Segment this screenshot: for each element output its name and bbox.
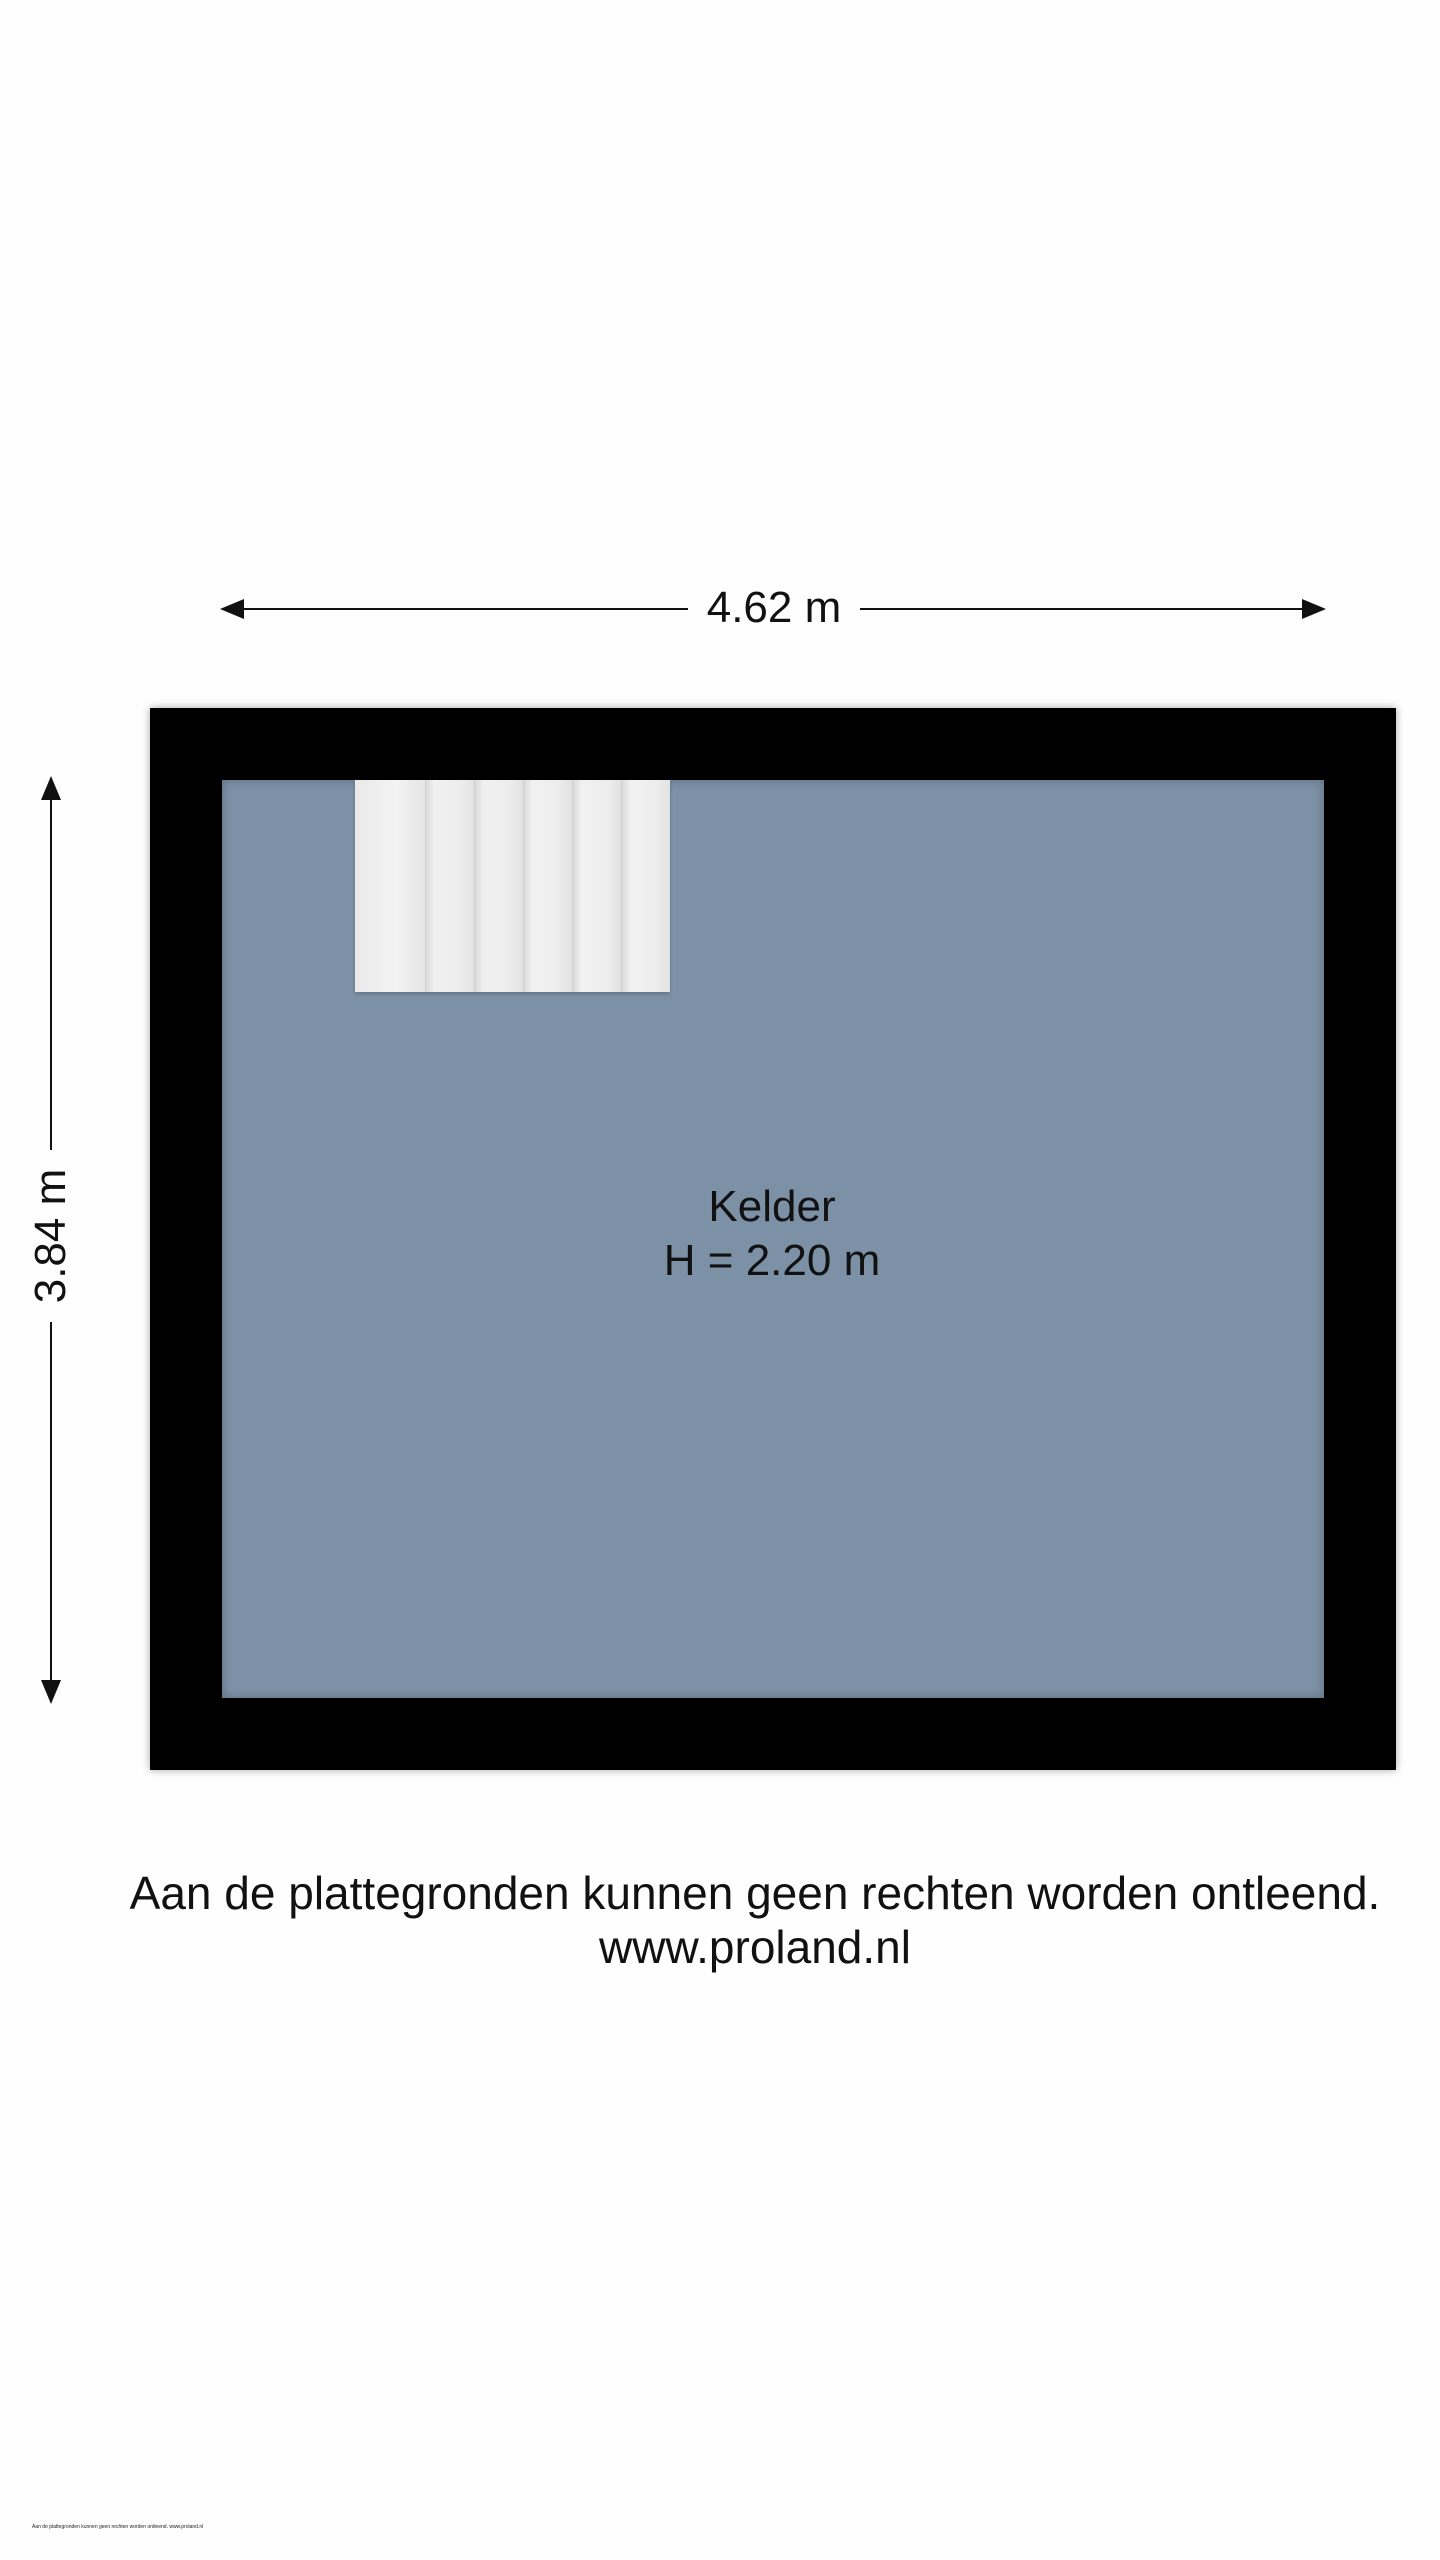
width-dimension-line-left	[236, 608, 688, 610]
stair-step	[524, 780, 573, 992]
website-text: www.proland.nl	[599, 1921, 911, 1973]
height-dimension-label: 3.84 m	[26, 1168, 75, 1304]
room-name: Kelder	[708, 1182, 836, 1231]
width-dimension-line-right	[860, 608, 1306, 610]
width-dimension-label: 4.62 m	[706, 583, 842, 632]
fine-print: Aan de plattegronden kunnen geen rechten worden ontleend. www.proland.nl	[32, 2524, 204, 2530]
disclaimer-block	[80, 1866, 1430, 1974]
arrow-down-icon	[41, 1680, 61, 1704]
room-height: H = 2.20 m	[663, 1236, 881, 1285]
height-dimension-line-bottom	[50, 1322, 52, 1686]
arrow-right-icon	[1302, 599, 1326, 619]
stair-step	[475, 780, 524, 992]
stair-step	[622, 780, 670, 992]
room-label	[622, 1180, 922, 1288]
disclaimer-text: Aan de plattegronden kunnen geen rechten worden ontleend.	[129, 1867, 1381, 1919]
stair-step	[573, 780, 622, 992]
stair-landing	[355, 780, 426, 992]
staircase	[355, 780, 670, 992]
height-dimension-line-top	[50, 792, 52, 1150]
stair-step	[426, 780, 475, 992]
